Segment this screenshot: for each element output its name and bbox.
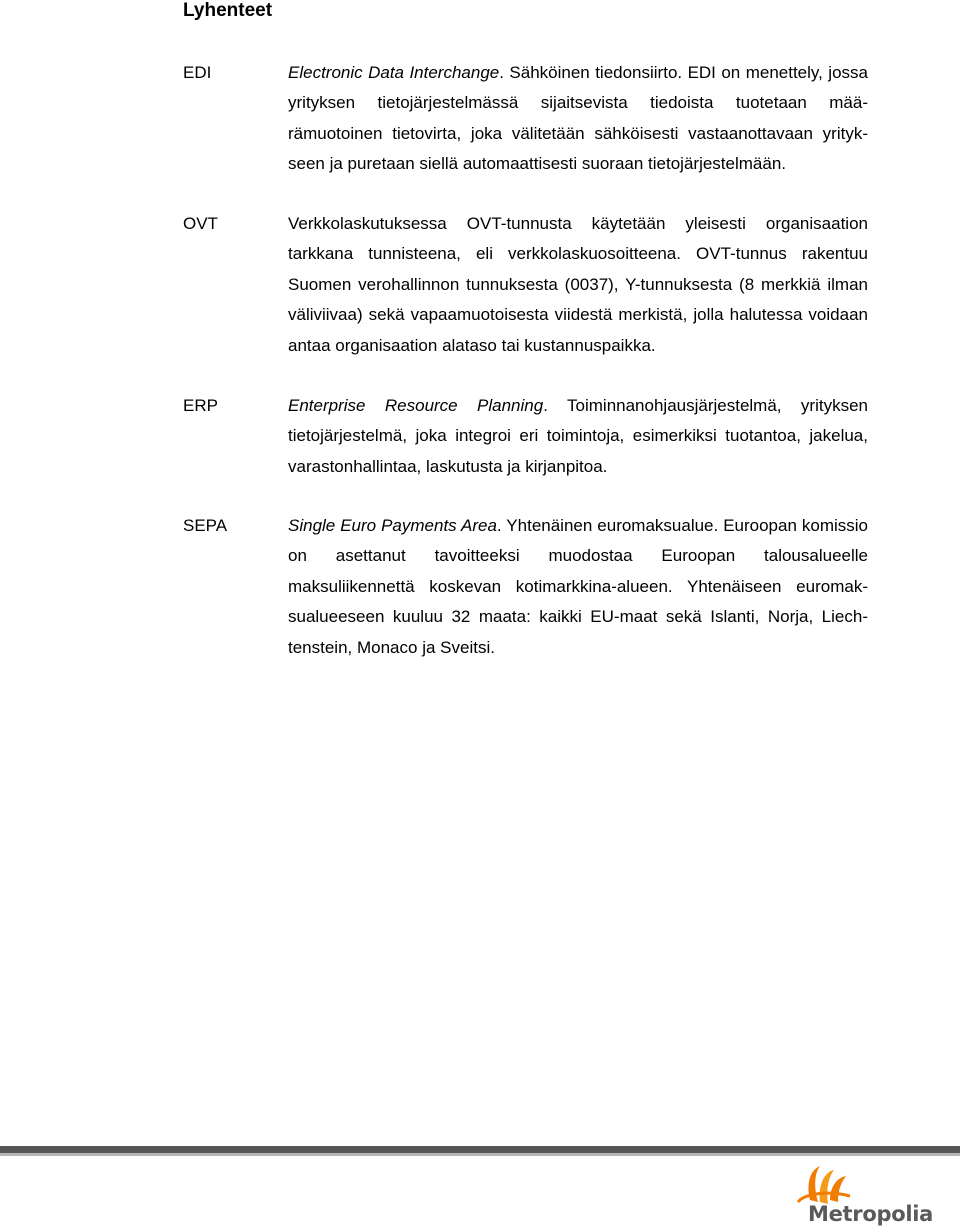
- abbreviation-expansion: Enterprise Resource Planning: [288, 396, 544, 415]
- abbreviation-term: OVT: [183, 214, 218, 233]
- footer-rule-light: [0, 1153, 960, 1156]
- footer-rule-dark: [0, 1146, 960, 1153]
- abbreviation-definition: [288, 511, 868, 663]
- abbreviation-expansion: Single Euro Payments Area: [288, 516, 497, 535]
- footer-rule: [0, 1146, 960, 1156]
- definition-text: Verkkolaskutuksessa OVT-tunnusta käytetään yleisesti organisaation tarkkana tunnisteena, eli verkkolaskuosoitteena. OVT-tunnus rakentuu Suomen verohallinnon tunnuksesta (0037), Y-tunnuksesta (8 merkkiä ilman väliviivaa) sekä vapaamuotoisesta viidestä merkistä, jolla halutessa voidaan antaa organisaation alataso tai kustannuspaikka.: [288, 214, 868, 355]
- definition-text: . Sähköinen tiedonsiirto. EDI on menettely, jossa yrityksen tietojärjestelmässä sijaitsevista tiedoista tuotetaan määrämuotoinen tietovirta, joka välitetään sähköisesti vastaanottavaan yritykseen ja puretaan siellä automaattisesti suoraan tietojärjestelmään.: [288, 63, 868, 174]
- abbreviation-term: SEPA: [183, 516, 228, 535]
- definition-text: . Toiminnanohjausjärjestelmä, yrityksen tietojärjestelmä, joka integroi eri toimintoja, esimerkiksi tuotantoa, jakelua, varastonhallintaa, laskutusta ja kirjanpitoa.: [288, 396, 868, 476]
- definition-text: . Yhtenäinen euromaksualue. Euroopan komissio on asettanut tavoitteeksi muodostaa Euroopan talousalueelle maksuliikennettä koskevan kotimarkkina-alueen. Yhtenäiseen euromaksualueeseen kuuluu 32 maata: kaikki EU-maat sekä Islanti, Norja, Liechtenstein, Monaco ja Sveitsi.: [288, 516, 869, 657]
- abbreviation-term: ERP: [183, 396, 218, 415]
- abbreviation-definition: [288, 58, 868, 180]
- abbreviation-definition: [288, 209, 868, 361]
- abbreviation-definition: [288, 391, 868, 482]
- logo-wordmark: Metropolia: [808, 1202, 933, 1226]
- abbreviation-term: EDI: [183, 63, 212, 82]
- abbreviation-expansion: Electronic Data Interchange: [288, 63, 500, 82]
- page-title: Lyhenteet: [183, 0, 273, 21]
